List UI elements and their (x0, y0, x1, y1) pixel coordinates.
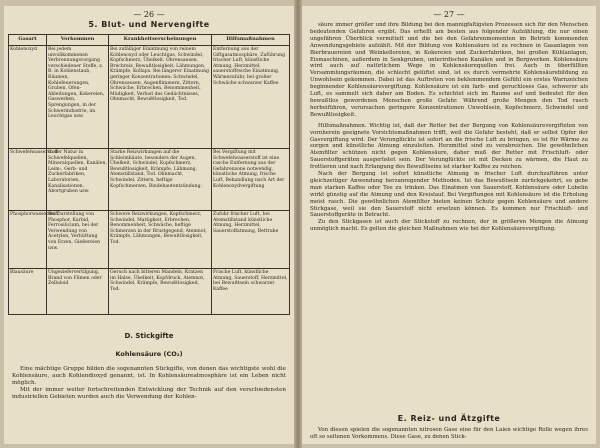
table-cell-gas: Blausäure (9, 269, 47, 315)
subsection-subtitle-carbon-dioxide: Kohlensäure (CO₂) (115, 350, 183, 358)
left-page (4, 6, 294, 444)
book-gutter (294, 0, 302, 448)
right-closing-text (310, 427, 588, 441)
table-cell-aid: Entfernung aus der Giftgasatmosphäre, Zuführung frischer Luft, künstliche Atmung, Herzmittel, sauerstoffreiche Einatmung, Wärmezufuhr, bei großer Schwäche schwarzer Kaffee (212, 46, 290, 149)
left-body-text (12, 366, 286, 401)
table-header-gas: Gasart (9, 35, 47, 46)
right-page (302, 6, 596, 444)
table-cell-aid: Bei Vergiftung mit Schwefelwasserstoff ist eine rasche Entfernung aus der Gefahrenzone notwendig, künstliche Atmung, frische Luft, Behandlung nach Art der Kohlenoxydvergiftung (212, 149, 290, 211)
paragraph: Nach der Bergung ist sofort künstliche Atmung in frischer Luft durchzuführen unter gleichzeitiger Anwendung herzanregender Methoden. Ist das Bewußtsein zurückgekehrt, so gebe man starken Kaffee oder Tee zu trinken. Das Einatmen von Sauerstoff, Kohlensäure oder Lobelin wirkt günstig auf die Atmung und den Kreislauf. Bei Vergiftungen mit Kohlensäure ist die Erholung meist rasch. Die gewöhnlichen Atemfilter bieten keinen Schutz gegen Kohlensäure und andere Stickgase, weil sie den Sauerstoff nicht ersetzen können. Es kommen nur Frischluft- und Sauerstoffgeräte in Betracht. (310, 171, 588, 219)
table-cell-symptoms: Schwere Reizwirkungen, Kopfschmerz, Schwindel, Mattigkeit, Erbrechen, Benommenheit, Schwäche, heftige Schmerzen in der Brustgegend, Atemnot, Krämpfe, Lähmungen, Bewußtlosigkeit, Tod. (109, 211, 212, 269)
table-cell-occurrence: Bei jedem unvollkommenen Verbrennungsvorgang verschiedener Stoffe, z. B. in Kohlenstaub, Räumen, Kohlefeuerungen, Gruben, Ofen-Ableitungen, Kokereien, Gaswerken, Sprengungen, in der Schwerindustrie, im Leuchtgas usw. (47, 46, 109, 149)
table-cell-aid: Frische Luft, künstliche Atmung, Sauerstoff, Herzmittel, bei Bewußtsein schwarzer Kaffee (212, 269, 290, 315)
table-header-occurrence: Vorkommen (47, 35, 109, 46)
table-cell-symptoms: Starke Reizwirkungen auf die Schleimhäute, besonders der Augen, Übelkeit, Schwindel, Kopfschmerz, Bewußtlosigkeit, Krämpfe, Lähmung, Atemstillstand, Tod. Ohnmacht, Schwindel, Zittern, heftige Kopfschmerzen, Bindehautentzündung. (109, 149, 212, 211)
paragraph: Hilfsmaßnahmen. Wichtig ist, daß der Retter bei der Bergung von Kohlensäurevergifteten von vornherein geeignete Vorsichtsmaßnahmen trifft, weil die Gefahr besteht, daß er selbst Opfer der Gasvergiftung wird. Der Verunglückte ist sofort an die frische Luft zu bringen, es ist für Wärme zu sorgen und künstliche Atmung einzuleiten. Herzmittel sind zu verabreichen. Die gewöhnlichen Atemfilter schützen nicht gegen Kohlensäure, daher muß der Retter mit Frischluft- oder Sauerstoffgeräten ausgerüstet sein. Der Verunglückte ist mit Decken zu wärmen, die Haut zu frottieren und nach Erlangung des Bewußtseins ist starker Kaffee zu reichen. (310, 122, 588, 171)
table-cell-gas: Schwefelwasserstoff (9, 149, 47, 211)
paragraph: Von diesen spielen die sogenannten nitrosen Gase eine für den Laien wichtige Rolle wegen ihres oft so seltenen Vorkommens. Diese Gase, zu denen Stick- (310, 427, 588, 440)
paragraph: säure immer größer und ihre Bildung bei den mannigfaltigsten Prozessen sich für den Menschen bedeutenden Gefahren ergibt. Das erhellt am besten aus folgender Aufzählung, die nur einen ungefähren Überblick vermittelt und die bei den Gefahrenmomenten im Betrieb kommenden Anwendungsgebiete aufzählt. Mit der Bildung von Kohlensäure ist zu rechnen in Gasanlagen von Bierbrauereien und Weinkellereien, in Kokereien und Zuckerfabriken, bei großen Kühlanlagen, Eismaschinen, außerdem in Senkgruben, unterirdischen Kanälen und in Bergwerken. Kohlensäure wird auch auf natürlichem Wege in Kohlensäurequellen frei. Auch in überfüllten Versammlungsräumen, die schlecht gelüftet sind, ist es durch vermehrte Kohlensäurebildung zu Unwohlsein gekommen. Dabei ist das Auftreten von beklemmendem Gefühl ein erstes Warnzeichen beginnender Kohlensäurevergiftung. Kohlensäure ist ein farb- und geruchloses Gas, schwerer als Luft, es sammelt sich daher am Boden. Es schichtet sich im Raume auf und bedeutet für den bewußtlos gewordenen Menschen große Gefahr. Während große Mengen den Tod rasch herbeiführen, verursachen geringere Konzentrationen Unwohlsein, Kopfschmerz, Schwindel und Bewußtlosigkeit. (310, 22, 588, 118)
table-header-symptoms: Krankheitserscheinungen (109, 35, 212, 46)
table-cell-occurrence: In der Natur in Schwefelquellen, Mineralquellen, Kanälen, Leim-, Gerb- und Zuckerfabriken, Laboratorien, Kanalisationen, Abortgruben usw. (47, 149, 109, 211)
paragraph: Zu den Stickgasen ist auch der Stickstoff zu rechnen, der in größeren Mengen die Atmung unmöglich macht. Es gelten die gleichen Maßnahmen wie bei der Kohlensäurevergiftung. (310, 219, 588, 233)
section-title-irritant-corrosive-poisons: E. Reiz- und Ätzgifte (397, 414, 501, 423)
poison-gas-table (8, 34, 290, 315)
right-body-text (310, 22, 588, 233)
paragraph: Eine mächtige Gruppe bilden die sogenannten Stickgifte, von denen das wichtigste wohl die Kohlensäure, auch Kohlendioxyd genannt, ist. In Kohlensäureatmosphäre ist ein Leben nicht möglich. (12, 366, 286, 387)
page-number-right: — 27 — (433, 10, 465, 19)
subsection-title-suffocating-poisons: D. Stickgifte (124, 332, 174, 340)
table-cell-occurrence: Ungeziefervertilgung, Brand von Filmen oder Zelluloid (47, 269, 109, 315)
section-title-blood-nerve-poisons: 5. Blut- und Nervengifte (88, 20, 210, 29)
table-cell-symptoms: Bei zufälliger Einatmung von reinem Kohlenoxyd oder Leuchtgas, Schwindel, Kopfschmerz, Übelkeit, Ohrensausen, Brechreiz, Bewußtlosigkeit, Lähmungen, Krämpfe, Kollaps. Bei längerer Einatmung geringer Konzentrationen: Schwindel, Ohrensausen, Augenflimmern, Zittern, Schwäche, Erbrechen, Benommenheit, Müdigkeit, Verlust des Gedächtnisses, Ohnmacht, Bewußtlosigkeit, Tod. (109, 46, 212, 149)
table-cell-symptoms: Geruch nach bitteren Mandeln, Kratzen im Halse, Übelkeit, Kopfdruck, Atemnot, Schwindel, Krämpfe, Bewußtlosigkeit, Tod. (109, 269, 212, 315)
paragraph: Mit der immer weiter fortschreitenden Entwicklung der Technik auf den verschiedensten industriellen Gebieten wurden auch die Verwendung der Kohlen- (12, 387, 286, 401)
table-row (9, 211, 290, 269)
table-row (9, 46, 290, 149)
table-row (9, 149, 290, 211)
table-row (9, 269, 290, 315)
table-cell-occurrence: Bei Darstellung von Phosphor, Karbid, Ferrosilicium, bei der Verwendung von Acetylen, Verhüttung von Erzen, Gießereien usw. (47, 211, 109, 269)
table-cell-gas: Kohlenoxyd (9, 46, 47, 149)
table-cell-gas: Phosphorwasserstoff (9, 211, 47, 269)
table-header-aid: Hilfsmaßnahmen (212, 35, 290, 46)
table-cell-aid: Zufuhr frischer Luft, bei Atemstillstand künstliche Atmung, Herzmittel, Sauerstoffatmung, Bettruhe (212, 211, 290, 269)
page-number-left: — 26 — (133, 10, 165, 19)
